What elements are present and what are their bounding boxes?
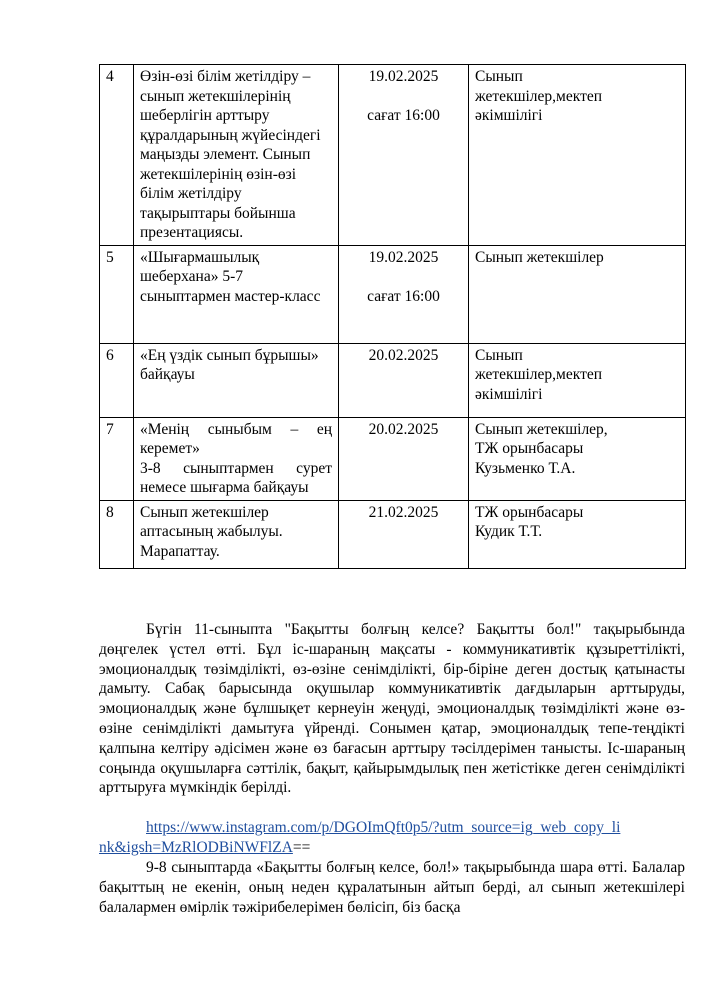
event-title-line: білім жетілдіру xyxy=(140,185,242,202)
table-row xyxy=(100,500,686,568)
event-time: сағат 16:00 xyxy=(367,107,440,124)
responsible-line: әкімшілігі xyxy=(475,385,543,403)
instagram-link-part2[interactable]: nk&igsh=MzRlODBiNWFlZA xyxy=(99,838,293,856)
event-title-line: керемет» xyxy=(140,440,200,457)
event-title-line: «Шығармашылық xyxy=(140,248,260,266)
event-date-cell xyxy=(339,417,469,500)
event-title-line: байқауы xyxy=(140,366,195,383)
event-title-line: сыныптармен мастер-класс xyxy=(140,287,321,305)
responsible-line: жетекшілер,мектеп xyxy=(475,366,603,383)
responsible-line: Сынып xyxy=(475,346,523,364)
table-row xyxy=(100,417,686,500)
table-row xyxy=(100,343,686,417)
event-title-line: Марапаттау. xyxy=(140,542,220,560)
row-number: 8 xyxy=(100,500,134,568)
event-title-line: Сынып жетекшілер xyxy=(140,503,269,521)
responsible-line: әкімшілігі xyxy=(475,107,543,124)
event-date-cell xyxy=(339,500,469,568)
event-title-line: жетекшілерінің өзін-өзі xyxy=(140,165,297,183)
event-title xyxy=(134,65,339,246)
responsible-line: ТЖ орынбасары xyxy=(475,503,584,521)
paragraph-round-table: Бүгін 11-сыныпта "Бақытты болғың келсе? Бақытты бол!" тақырыбында дөңгелек үстел өтті. Бұл іс-шараның мақсаты - коммуникативтік құзыреттілікті, эмоционалдық төзімділікті, өз-өзіне сенімділікті, бір-біріне деген достық қатынасты дамыту. Сабақ барысында оқушылар коммуникативтік дағдыларын арттыруды, эмоционалдық және бұлшықет кернеуін жеңуді, эмоционалдық төзімділікті және өз-өзіне сенімділікті дамытуға үйренді. Сонымен қатар, эмоционалдық тепе-теңдікті қалпына келтіру әдісімен және өз бағасын арттыру тәсілдерімен танысты. Іс-шараның соңында оқушыларға сәттілік, бақыт, қайырымдылық пен жетістікке деген сенімділікті арттыруға мүмкіндік берілді. xyxy=(99,621,685,797)
event-title-line: 3-8 сыныптармен сурет xyxy=(140,459,332,477)
event-date-cell xyxy=(339,343,469,417)
event-title xyxy=(134,343,339,417)
event-date: 20.02.2025 xyxy=(368,420,439,438)
responsible-line: Кудик Т.Т. xyxy=(475,523,543,540)
event-responsible xyxy=(469,245,686,343)
event-title-line: маңызды элемент. Сынып xyxy=(140,146,311,163)
event-responsible xyxy=(469,65,686,246)
event-title-line: сынып жетекшілерінің xyxy=(140,87,291,105)
event-title-line: шеберлігін арттыру xyxy=(140,107,270,124)
event-title-line: құралдарының жүйесіндегі xyxy=(140,126,321,144)
table-row xyxy=(100,65,686,246)
responsible-line: Сынып жетекшілер xyxy=(475,248,604,266)
event-title-line: немесе шығарма байқауы xyxy=(140,479,309,496)
event-time: сағат 16:00 xyxy=(367,287,440,305)
event-title-line: аптасының жабылуы. xyxy=(140,523,283,540)
event-date: 19.02.2025 xyxy=(368,68,439,85)
event-title xyxy=(134,417,339,500)
responsible-line: ТЖ орынбасары xyxy=(475,440,584,457)
row-number: 6 xyxy=(100,343,134,417)
event-responsible xyxy=(469,343,686,417)
event-title-line: «Менің сыныбым – ең xyxy=(140,420,332,438)
instagram-link-part1[interactable]: https://www.instagram.com/p/DGOImQft0p5/?utm_source=ig_web_copy_li xyxy=(146,819,621,836)
event-title-line: презентациясы. xyxy=(140,224,244,241)
table-row xyxy=(100,245,686,343)
events-table xyxy=(99,64,686,569)
event-title-line: «Ең үздік сынып бұрышы» xyxy=(140,346,319,364)
responsible-line: Кузьменко Т.А. xyxy=(475,459,576,477)
event-responsible xyxy=(469,417,686,500)
event-date-cell xyxy=(339,245,469,343)
paragraph-happiness-event: 9-8 сыныптарда «Бақытты болғың келсе, бол!» тақырыбында шара өтті. Балалар бақыттың не екенін, оның неден құралатынын айтып берді, ал сынып жетекшілері балалармен өмірлік тәжірибелерімен бөлісіп, біз басқа xyxy=(99,859,685,916)
link-suffix: == xyxy=(292,838,311,856)
responsible-line: Сынып xyxy=(475,68,523,85)
row-number: 7 xyxy=(100,417,134,500)
event-date: 19.02.2025 xyxy=(368,248,439,266)
responsible-line: Сынып жетекшілер, xyxy=(475,420,608,438)
event-title-line: Өзін-өзі білім жетілдіру – xyxy=(140,68,311,85)
event-responsible xyxy=(469,500,686,568)
event-title xyxy=(134,245,339,343)
event-title-line: тақырыптары бойынша xyxy=(140,204,296,222)
event-date: 20.02.2025 xyxy=(368,346,439,364)
row-number: 5 xyxy=(100,245,134,343)
row-number: 4 xyxy=(100,65,134,246)
event-title xyxy=(134,500,339,568)
event-date: 21.02.2025 xyxy=(368,503,439,521)
event-title-line: шеберхана» 5-7 xyxy=(140,268,244,285)
event-date-cell xyxy=(339,65,469,246)
instagram-link-block xyxy=(99,818,685,858)
responsible-line: жетекшілер,мектеп xyxy=(475,87,603,105)
